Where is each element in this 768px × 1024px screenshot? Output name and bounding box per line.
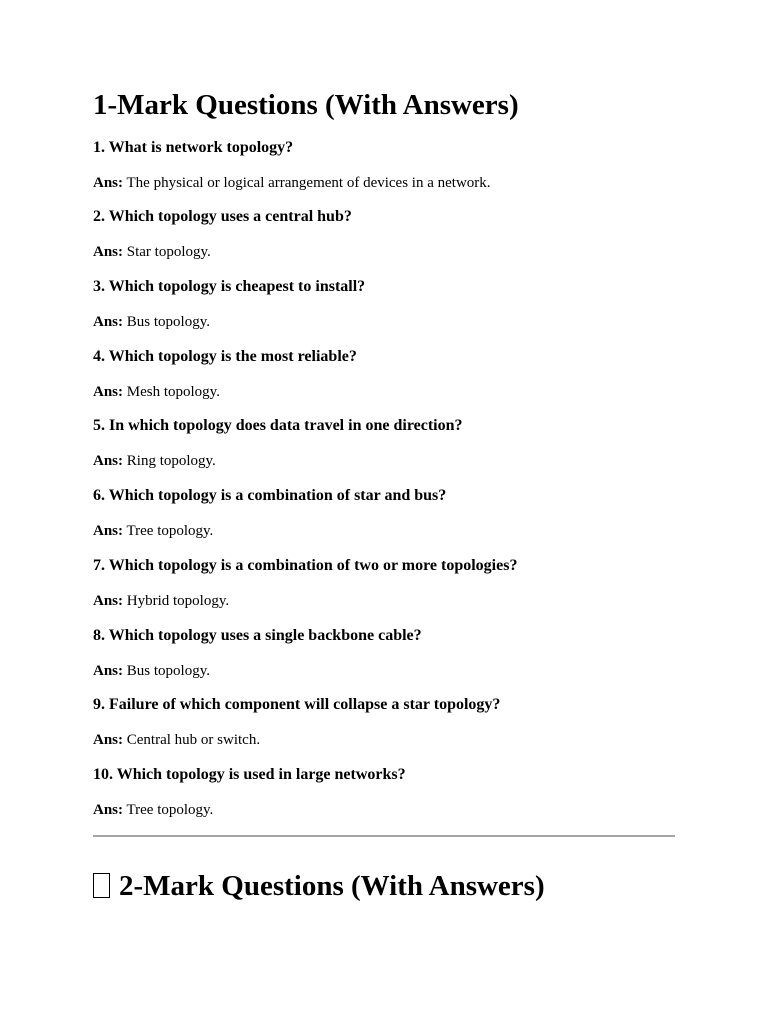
answer-label: Ans: [93,175,124,191]
answer-10 [93,800,213,820]
question-9: 9. Failure of which component will collapse a star topology? [93,696,501,713]
section-heading-2-mark-text: 2-Mark Questions (With Answers) [119,870,545,902]
answer-label: Ans: [93,732,124,748]
question-8: 8. Which topology uses a single backbone cable? [93,627,422,644]
answer-label: Ans: [93,453,124,469]
question-2: 2. Which topology uses a central hub? [93,208,352,225]
answer-8 [93,661,210,681]
answer-label: Ans: [93,593,124,609]
section-heading-1-mark: 1-Mark Questions (With Answers) [93,89,519,121]
answer-label: Ans: [93,802,124,818]
missing-glyph-box-icon [93,873,110,898]
answer-2 [93,242,211,262]
answer-label: Ans: [93,314,124,330]
answer-text: Mesh topology. [126,384,220,400]
question-3: 3. Which topology is cheapest to install? [93,278,366,295]
answer-4 [93,382,220,402]
answer-5 [93,451,216,471]
question-1: 1. What is network topology? [93,139,294,156]
question-4: 4. Which topology is the most reliable? [93,348,357,365]
question-7: 7. Which topology is a combination of two or more topologies? [93,557,518,574]
answer-label: Ans: [93,384,124,400]
section-heading-2-mark [93,869,545,903]
answer-text: Tree topology. [126,523,214,539]
section-divider [93,835,675,837]
question-10: 10. Which topology is used in large networks? [93,766,406,783]
answer-text: Hybrid topology. [126,593,230,609]
answer-text: Star topology. [126,244,211,260]
question-6: 6. Which topology is a combination of star and bus? [93,487,447,504]
answer-text: Tree topology. [126,802,214,818]
answer-text: Central hub or switch. [126,732,261,748]
answer-label: Ans: [93,244,124,260]
answer-label: Ans: [93,523,124,539]
answer-text: Bus topology. [126,663,210,679]
answer-text: The physical or logical arrangement of devices in a network. [126,175,491,191]
answer-9 [93,730,260,750]
answer-text: Ring topology. [126,453,216,469]
answer-label: Ans: [93,663,124,679]
answer-1 [93,173,491,193]
answer-7 [93,591,229,611]
answer-6 [93,521,213,541]
answer-text: Bus topology. [126,314,210,330]
answer-3 [93,312,210,332]
question-5: 5. In which topology does data travel in one direction? [93,417,463,434]
